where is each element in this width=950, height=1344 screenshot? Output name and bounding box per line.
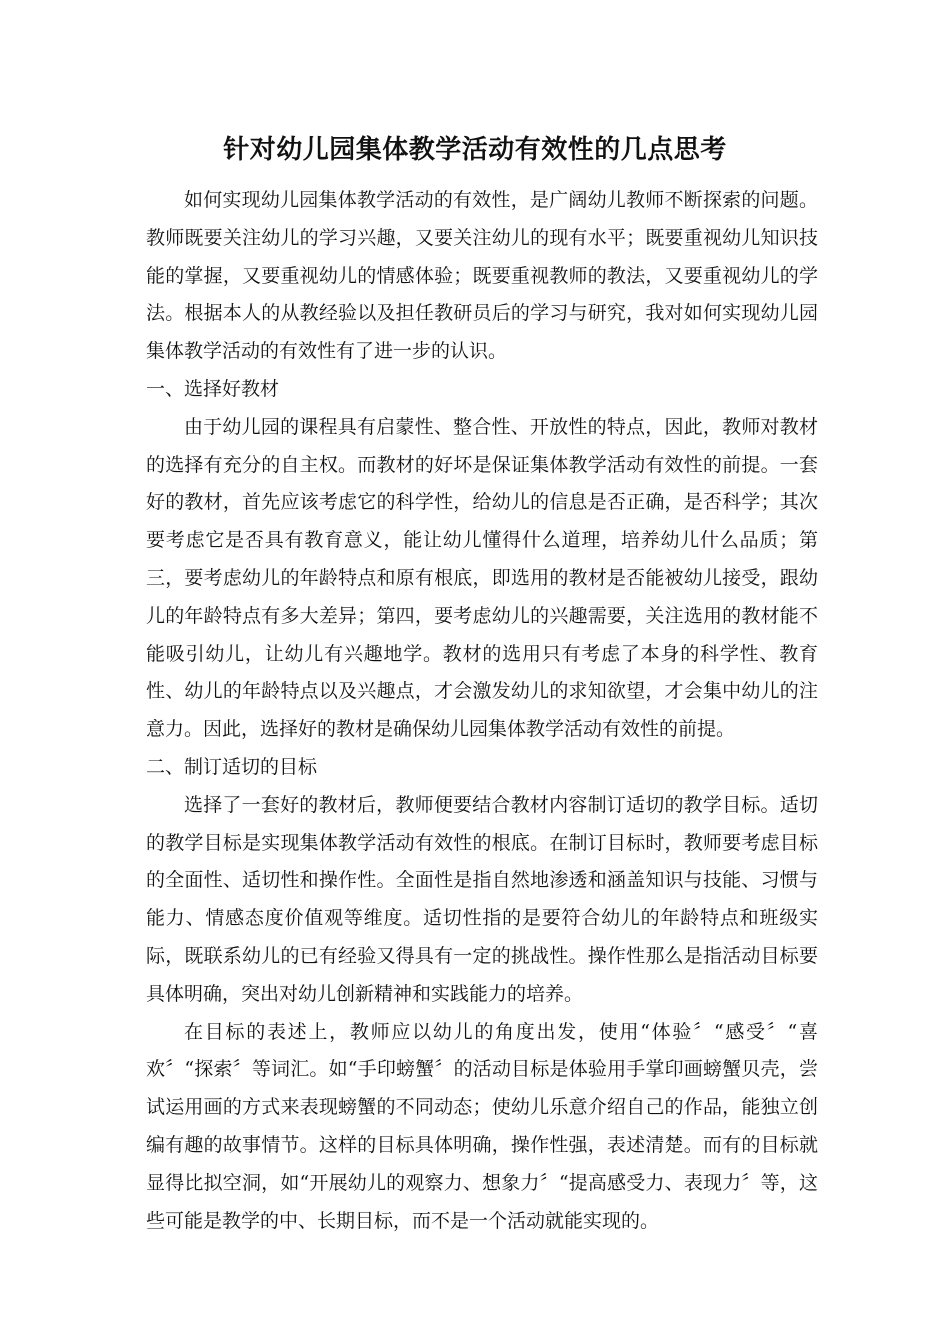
document-title: 针对幼儿园集体教学活动有效性的几点思考 [223,135,727,165]
paragraph-section-1: 由于幼儿园的课程具有启蒙性、整合性、开放性的特点，因此，教师对教材的选择有充分的自主权。而教材的好坏是保证集体教学活动有效性的前提。一套好的教材，首先应该考虑它的科学性，给幼儿的信息是否正确，是否科学；其次要考虑它是否具有教育意义，能让幼儿懂得什么道理，培养幼儿什么品质；第三，要考虑幼儿的年龄特点和原有根底，即选用的教材是否能被幼儿接受，跟幼儿的年龄特点有多大差异；第四，要考虑幼儿的兴趣需要，关注选用的教材能不能吸引幼儿，让幼儿有兴趣地学。教材的选用只有考虑了本身的科学性、教育性、幼儿的年龄特点以及兴趣点，才会激发幼儿的求知欲望，才会集中幼儿的注意力。因此，选择好的教材是确保幼儿园集体教学活动有效性的前提。 [146,415,818,741]
paragraph-section-2b: 在目标的表述上，教师应以幼儿的角度出发，使用“体验〞“感受〞“喜欢〞“探索〞等词汇。如“手印螃蟹〞的活动目标是体验用手掌印画螃蟹贝壳，尝试运用画的方式来表现螃蟹的不同动态；使幼儿乐意介绍自己的作品，能独立创编有趣的故事情节。这样的目标具体明确，操作性强，表述清楚。而有的目标就显得比拟空洞，如“开展幼儿的观察力、想象力〞“提高感受力、表现力〞等，这些可能是教学的中、长期目标，而不是一个活动就能实现的。 [146,1020,818,1232]
paragraph-intro: 如何实现幼儿园集体教学活动的有效性，是广阔幼儿教师不断探索的问题。教师既要关注幼儿的学习兴趣，又要关注幼儿的现有水平；既要重视幼儿知识技能的掌握，又要重视幼儿的情感体验；既要重视教师的教法，又要重视幼儿的学法。根据本人的从教经验以及担任教研员后的学习与研究，我对如何实现幼儿园集体教学活动的有效性有了进一步的认识。 [146,189,818,363]
section-heading-1: 一、选择好教材 [146,377,280,400]
document-body [146,182,818,1240]
section-heading-2: 二、制订适切的目标 [146,755,318,778]
paragraph-section-2a: 选择了一套好的教材后，教师便要结合教材内容制订适切的教学目标。适切的教学目标是实现集体教学活动有效性的根底。在制订目标时，教师要考虑目标的全面性、适切性和操作性。全面性是指自然地渗透和涵盖知识与技能、习惯与能力、情感态度价值观等维度。适切性指的是要符合幼儿的年龄特点和班级实际，既联系幼儿的已有经验又得具有一定的挑战性。操作性那么是指活动目标要具体明确，突出对幼儿创新精神和实践能力的培养。 [146,793,818,1005]
